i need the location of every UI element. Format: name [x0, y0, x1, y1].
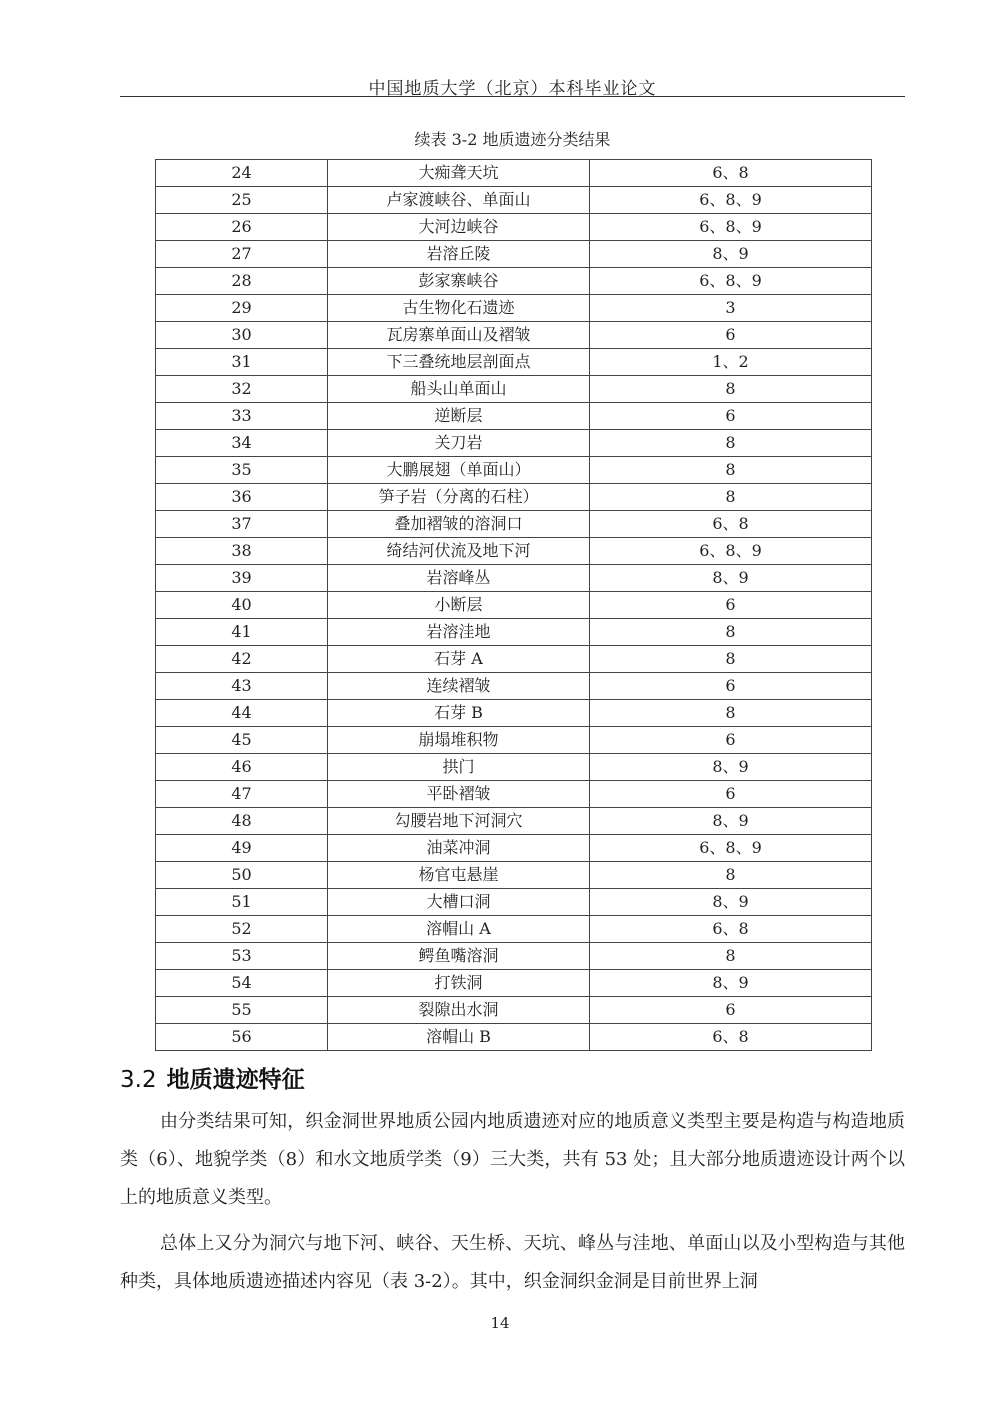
category-cell: 6、8 — [590, 511, 872, 538]
row-number-cell: 29 — [156, 295, 328, 322]
site-name-cell: 船头山单面山 — [328, 376, 590, 403]
table-row — [156, 403, 872, 430]
category-cell: 8、9 — [590, 970, 872, 997]
category-cell: 8 — [590, 430, 872, 457]
row-number-cell: 43 — [156, 673, 328, 700]
site-name-cell: 绮结河伏流及地下河 — [328, 538, 590, 565]
site-name-cell: 瓦房寨单面山及褶皱 — [328, 322, 590, 349]
page-header-title: 中国地质大学（北京）本科毕业论文 — [368, 79, 657, 99]
table-row — [156, 349, 872, 376]
site-name-cell: 关刀岩 — [328, 430, 590, 457]
table-row — [156, 943, 872, 970]
table-row — [156, 1024, 872, 1051]
site-name-cell: 裂隙出水洞 — [328, 997, 590, 1024]
table-row — [156, 835, 872, 862]
site-name-cell: 大槽口洞 — [328, 889, 590, 916]
category-cell: 6 — [590, 403, 872, 430]
table-row — [156, 592, 872, 619]
category-cell: 8 — [590, 619, 872, 646]
row-number-cell: 33 — [156, 403, 328, 430]
row-number-cell: 35 — [156, 457, 328, 484]
category-cell: 8 — [590, 646, 872, 673]
row-number-cell: 36 — [156, 484, 328, 511]
site-name-cell: 崩塌堆积物 — [328, 727, 590, 754]
row-number-cell: 40 — [156, 592, 328, 619]
site-name-cell: 大痴聋天坑 — [328, 160, 590, 187]
category-cell: 8、9 — [590, 565, 872, 592]
table-row — [156, 376, 872, 403]
category-cell: 8 — [590, 943, 872, 970]
table-row — [156, 781, 872, 808]
table-row — [156, 187, 872, 214]
row-number-cell: 27 — [156, 241, 328, 268]
site-name-cell: 勾腰岩地下河洞穴 — [328, 808, 590, 835]
site-name-cell: 石芽 A — [328, 646, 590, 673]
category-cell: 8、9 — [590, 889, 872, 916]
section-title: 地质遗迹特征 — [166, 1067, 305, 1093]
table-body — [156, 160, 872, 1051]
table-row — [156, 727, 872, 754]
row-number-cell: 49 — [156, 835, 328, 862]
site-name-cell: 小断层 — [328, 592, 590, 619]
category-cell: 1、2 — [590, 349, 872, 376]
site-name-cell: 叠加褶皱的溶洞口 — [328, 511, 590, 538]
site-name-cell: 拱门 — [328, 754, 590, 781]
table-row — [156, 322, 872, 349]
table-row — [156, 268, 872, 295]
category-cell: 8 — [590, 457, 872, 484]
row-number-cell: 45 — [156, 727, 328, 754]
site-name-cell: 溶帽山 B — [328, 1024, 590, 1051]
site-name-cell: 彭家寨峡谷 — [328, 268, 590, 295]
table-row — [156, 457, 872, 484]
category-cell: 6 — [590, 727, 872, 754]
row-number-cell: 53 — [156, 943, 328, 970]
table-row — [156, 754, 872, 781]
category-cell: 6、8、9 — [590, 835, 872, 862]
row-number-cell: 26 — [156, 214, 328, 241]
row-number-cell: 38 — [156, 538, 328, 565]
row-number-cell: 51 — [156, 889, 328, 916]
row-number-cell: 34 — [156, 430, 328, 457]
category-cell: 6、8、9 — [590, 214, 872, 241]
site-name-cell: 大河边峡谷 — [328, 214, 590, 241]
table-row — [156, 430, 872, 457]
table-row — [156, 646, 872, 673]
category-cell: 8 — [590, 862, 872, 889]
category-cell: 6 — [590, 781, 872, 808]
row-number-cell: 28 — [156, 268, 328, 295]
paragraph-1: 由分类结果可知，织金洞世界地质公园内地质遗迹对应的地质意义类型主要是构造与构造地质类（6）、地貌学类（8）和水文地质学类（9）三大类，共有 53 处；且大部分地质遗迹设计两个以上的地质意义类型。 — [120, 1111, 905, 1208]
category-cell: 6、8、9 — [590, 187, 872, 214]
table-row — [156, 673, 872, 700]
site-name-cell: 大鹏展翅（单面山） — [328, 457, 590, 484]
site-name-cell: 古生物化石遗迹 — [328, 295, 590, 322]
category-cell: 6、8、9 — [590, 268, 872, 295]
site-name-cell: 连续褶皱 — [328, 673, 590, 700]
site-name-cell: 油菜冲洞 — [328, 835, 590, 862]
row-number-cell: 31 — [156, 349, 328, 376]
row-number-cell: 47 — [156, 781, 328, 808]
category-cell: 6 — [590, 997, 872, 1024]
site-name-cell: 打铁洞 — [328, 970, 590, 997]
classification-table — [155, 159, 872, 1051]
category-cell: 6、8、9 — [590, 538, 872, 565]
category-cell: 6 — [590, 322, 872, 349]
page-number: 14 — [490, 1314, 510, 1332]
table-row — [156, 700, 872, 727]
site-name-cell: 岩溶峰丛 — [328, 565, 590, 592]
site-name-cell: 石芽 B — [328, 700, 590, 727]
category-cell: 6、8 — [590, 916, 872, 943]
row-number-cell: 24 — [156, 160, 328, 187]
category-cell: 6 — [590, 592, 872, 619]
table-row — [156, 889, 872, 916]
table-row — [156, 619, 872, 646]
category-cell: 6、8 — [590, 1024, 872, 1051]
row-number-cell: 37 — [156, 511, 328, 538]
table-row — [156, 484, 872, 511]
site-name-cell: 平卧褶皱 — [328, 781, 590, 808]
row-number-cell: 55 — [156, 997, 328, 1024]
row-number-cell: 32 — [156, 376, 328, 403]
site-name-cell: 笋子岩（分离的石柱） — [328, 484, 590, 511]
category-cell: 8、9 — [590, 241, 872, 268]
table-row — [156, 916, 872, 943]
header-rule — [120, 96, 905, 97]
site-name-cell: 逆断层 — [328, 403, 590, 430]
row-number-cell: 41 — [156, 619, 328, 646]
category-cell: 6 — [590, 673, 872, 700]
table-caption: 续表 3-2 地质遗迹分类结果 — [414, 130, 611, 149]
table-row — [156, 160, 872, 187]
category-cell: 8 — [590, 484, 872, 511]
row-number-cell: 25 — [156, 187, 328, 214]
row-number-cell: 48 — [156, 808, 328, 835]
row-number-cell: 54 — [156, 970, 328, 997]
row-number-cell: 42 — [156, 646, 328, 673]
table-row — [156, 808, 872, 835]
row-number-cell: 39 — [156, 565, 328, 592]
category-cell: 8、9 — [590, 754, 872, 781]
section-number: 3.2 — [120, 1067, 157, 1093]
table-row — [156, 511, 872, 538]
table-row — [156, 214, 872, 241]
row-number-cell: 56 — [156, 1024, 328, 1051]
category-cell: 8 — [590, 376, 872, 403]
row-number-cell: 46 — [156, 754, 328, 781]
table-row — [156, 862, 872, 889]
category-cell: 8、9 — [590, 808, 872, 835]
site-name-cell: 溶帽山 A — [328, 916, 590, 943]
row-number-cell: 52 — [156, 916, 328, 943]
site-name-cell: 下三叠统地层剖面点 — [328, 349, 590, 376]
paragraph-2: 总体上又分为洞穴与地下河、峡谷、天生桥、天坑、峰丛与洼地、单面山以及小型构造与其他种类，具体地质遗迹描述内容见（表 3-2）。其中，织金洞织金洞是目前世界上洞 — [120, 1233, 905, 1292]
section-heading — [120, 1061, 305, 1094]
table-row — [156, 997, 872, 1024]
row-number-cell: 50 — [156, 862, 328, 889]
site-name-cell: 岩溶丘陵 — [328, 241, 590, 268]
table-row — [156, 241, 872, 268]
table-row — [156, 565, 872, 592]
site-name-cell: 卢家渡峡谷、单面山 — [328, 187, 590, 214]
category-cell: 8 — [590, 700, 872, 727]
category-cell: 3 — [590, 295, 872, 322]
site-name-cell: 鳄鱼嘴溶洞 — [328, 943, 590, 970]
site-name-cell: 杨官屯悬崖 — [328, 862, 590, 889]
table-row — [156, 970, 872, 997]
category-cell: 6、8 — [590, 160, 872, 187]
row-number-cell: 30 — [156, 322, 328, 349]
site-name-cell: 岩溶洼地 — [328, 619, 590, 646]
table-row — [156, 295, 872, 322]
table-row — [156, 538, 872, 565]
row-number-cell: 44 — [156, 700, 328, 727]
